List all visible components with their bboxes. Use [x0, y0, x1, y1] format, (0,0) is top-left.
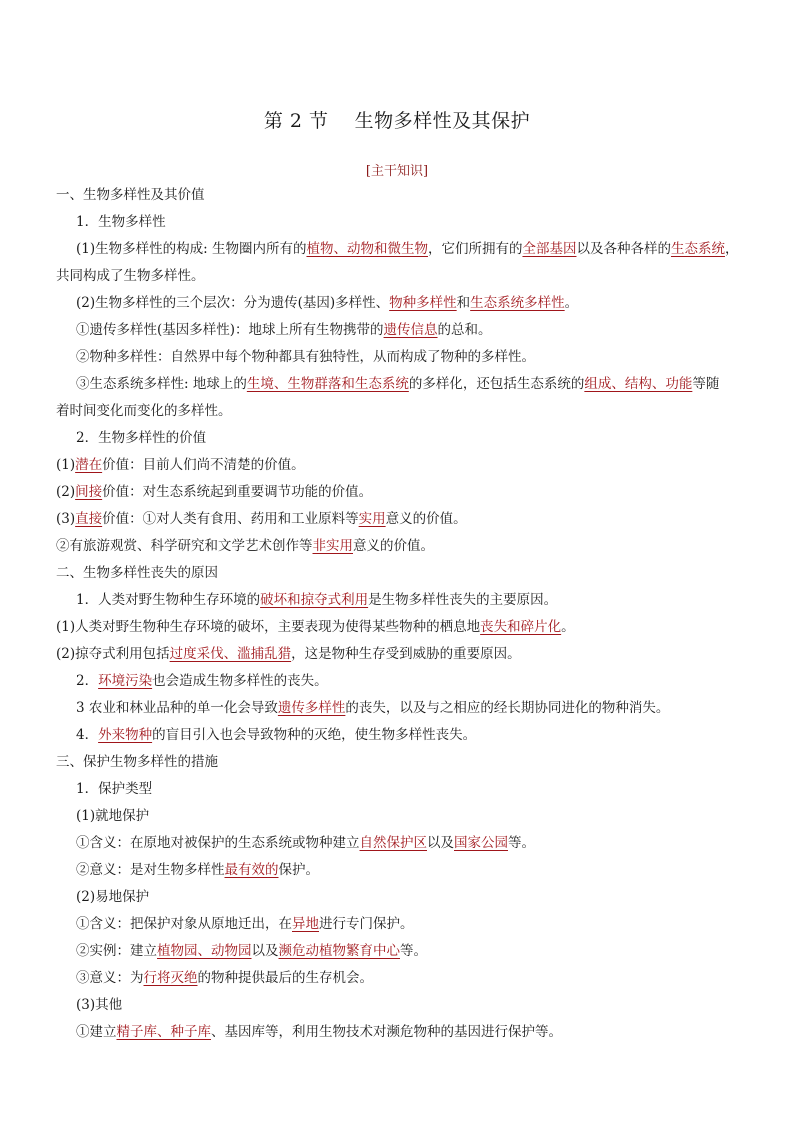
text-line: 着时间变化而变化的多样性。 [56, 403, 232, 419]
text-line: ①遗传多样性(基因多样性)：地球上所有生物携带的遗传信息的总和。 [76, 322, 492, 338]
key-term: 国家公园 [454, 835, 508, 851]
key-term: 全部基因 [522, 241, 577, 257]
key-term: 实用 [358, 511, 386, 527]
text-line: (2)掠夺式利用包括过度采伐、滥捕乱猎，这是物种生存受到威胁的重要原因。 [56, 646, 521, 662]
text-line: 三、保护生物多样性的措施 [56, 754, 218, 770]
text-line: ③生态系统多样性: 地球上的生境、生物群落和生态系统的多样化，还包括生态系统的组成、结构、功能等随 [76, 376, 720, 392]
text-line: 1．生物多样性 [76, 214, 166, 230]
key-term: 丧失和碎片化 [480, 619, 562, 635]
text-line: 二、生物多样性丧失的原因 [56, 565, 218, 581]
text-line: (3)其他 [76, 997, 123, 1013]
text-line: (2)易地保护 [76, 889, 150, 905]
text-line: (2)生物多样性的三个层次：分为遗传(基因)多样性、物种多样性和生态系统多样性。 [76, 295, 579, 311]
text-line: (1)就地保护 [76, 808, 150, 824]
text-line: ②物种多样性：自然界中每个物种都具有独特性，从而构成了物种的多样性。 [76, 349, 535, 365]
text-line: (1)生物多样性的构成: 生物圈内所有的植物、动物和微生物，它们所拥有的全部基因以及各种各样的生态系统， [76, 241, 739, 257]
key-term: 生境、生物群落和生态系统 [246, 376, 409, 392]
key-term: 过度采伐、滥捕乱猎 [169, 646, 292, 662]
text-line: 4．外来物种的盲目引入也会导致物种的灭绝，使生物多样性丧失。 [76, 727, 477, 743]
text-line: ②意义：是对生物多样性最有效的保护。 [76, 862, 319, 878]
text-line: 2．环境污染也会造成生物多样性的丧失。 [76, 673, 328, 689]
key-term: 行将灭绝 [143, 970, 198, 986]
text-line: ①含义：在原地对被保护的生态系统或物种建立自然保护区以及国家公园等。 [76, 835, 535, 851]
text-line: 2．生物多样性的价值 [76, 430, 207, 446]
key-term: 非实用 [312, 538, 353, 554]
page-title: 第 2 节 生物多样性及其保护 [263, 110, 531, 132]
key-term: 遗传信息 [383, 322, 438, 338]
text-line: ②有旅游观赏、科学研究和文学艺术创作等非实用意义的价值。 [56, 538, 434, 554]
text-line: 一、生物多样性及其价值 [56, 187, 205, 203]
text-line: ③意义：为行将灭绝的物种提供最后的生存机会。 [76, 970, 373, 986]
text-line: 1．保护类型 [76, 781, 153, 797]
key-term: 外来物种 [98, 727, 153, 743]
key-term: 精子库、种子库 [116, 1024, 211, 1040]
key-term: 濒危动植物繁育中心 [278, 943, 400, 959]
text-line: 共同构成了生物多样性。 [56, 268, 205, 284]
key-term: 异地 [292, 916, 319, 932]
text-line: (1)人类对野生物种生存环境的破坏，主要表现为使得某些物种的栖息地丧失和碎片化。 [56, 619, 575, 635]
key-term: 生态系统 [670, 241, 725, 257]
text-line: (3)直接价值：①对人类有食用、药用和工业原料等实用意义的价值。 [56, 511, 467, 527]
key-term: 潜在 [75, 457, 103, 473]
key-term: 遗传多样性 [277, 700, 346, 716]
section-subtitle: [主干知识] [365, 164, 429, 179]
key-term: 物种多样性 [389, 295, 457, 311]
text-line: 3 农业和林业品种的单一化会导致遗传多样性的丧失，以及与之相应的经长期协同进化的物种消失。 [76, 700, 670, 716]
key-term: 直接 [75, 511, 103, 527]
key-term: 间接 [75, 484, 103, 500]
text-line: ①建立精子库、种子库、基因库等，利用生物技术对濒危物种的基因进行保护等。 [76, 1024, 562, 1040]
key-term: 生态系统多样性 [470, 295, 565, 311]
text-line: 1．人类对野生物种生存环境的破坏和掠夺式利用是生物多样性丧失的主要原因。 [76, 592, 558, 608]
text-line: (2)间接价值：对生态系统起到重要调节功能的价值。 [56, 484, 373, 500]
key-term: 植物园、动物园 [157, 943, 252, 959]
text-line: (1)潜在价值：目前人们尚不清楚的价值。 [56, 457, 305, 473]
key-term: 破坏和掠夺式利用 [260, 592, 369, 608]
text-line: ②实例：建立植物园、动物园以及濒危动植物繁育中心等。 [76, 943, 427, 959]
key-term: 自然保护区 [359, 835, 427, 851]
key-term: 植物、动物和微生物 [306, 241, 428, 257]
key-term: 最有效的 [224, 862, 279, 878]
key-term: 环境污染 [98, 673, 153, 689]
text-line: ①含义：把保护对象从原地迁出，在异地进行专门保护。 [76, 916, 414, 932]
key-term: 组成、结构、功能 [584, 376, 693, 392]
